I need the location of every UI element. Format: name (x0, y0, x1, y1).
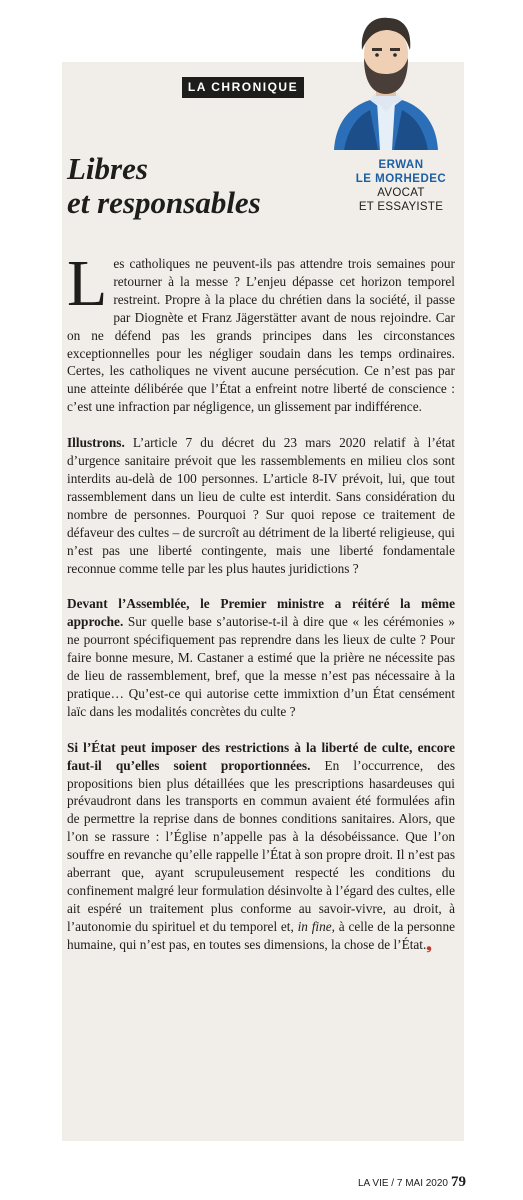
paragraph-4-text-a: En l’occurrence, des propositions bien plus détaillées que les prescriptions hasardeuses qui prévaudront dans les transports en commun avaient été formulées afin de permettre la reprise dans de bonnes conditions sanitaires. Alors, que l’on se rassure : l’Église n’appelle pas à la désobéissance. Que l’on souffre en revanche qu’elle rappelle l’État à son propre droit. Il n’est pas aberrant que, ayant scrupuleusement respecté les conditions du confinement malgré leur formulation désinvolte à l’égard des cultes, elle ait espéré un traitement plus conforme au savoir-vivre, au droit, à l’autonomie du spirituel et du temporel et, (67, 757, 455, 934)
author-name-last: LE MORHEDEC (355, 173, 447, 185)
paragraph-2 (67, 434, 455, 577)
end-mark-icon: ❟ (426, 936, 432, 952)
section-tag: LA CHRONIQUE (182, 77, 304, 98)
paragraph-3 (67, 595, 455, 720)
author-role-line2: ET ESSAYISTE (358, 201, 444, 213)
paragraph-1-text: es catholiques ne peuvent-ils pas attendre trois semaines pour retourner à la messe ? L’enjeu dépasse cet horizon temporel restreint. Propre à la place du chrétien dans la société, il passe par Diognète et Franz Jägerstätter avant de nous rejoindre. Car on ne défend pas les grands principes dans les circonstances exceptionnelles pour les négliger soudain dans les temps ordinaires. Certes, les catholiques ne vivent aucune persécution. Ce n’est pas par une atteinte délibérée que l’État a enfreint notre liberté de conscience : c’est une infraction par négligence, un glissement par indifférence. (67, 256, 455, 415)
issue-info: LA VIE / 7 MAI 2020 (357, 1178, 448, 1189)
title-line-1: Libres (67, 151, 148, 186)
drop-cap: L (67, 247, 108, 320)
paragraph-4 (67, 739, 455, 954)
paragraph-3-lead: Devant l’Assemblée, le Premier ministre a réitéré la même approche. (67, 596, 455, 630)
page-footer (356, 1174, 466, 1191)
author-name-first: ERWAN (378, 159, 424, 171)
paragraph-2-text: L’article 7 du décret du 23 mars 2020 relatif à l’état d’urgence sanitaire prévoit que les rassemblements en milieu clos sont interdits au-delà de 100 personnes. L’article 8-IV prévoit, lui, que tout rassemblement dans un lieu de culte est interdit. Sans considération du nombre de personnes. Pourquoi ? Sur quoi repose ce traitement de défaveur des cultes – de surcroît au détriment de la liberté religieuse, qui n’est pas une liberté contingente, mais une liberté fondamentale reconnue comme telle par les plus hautes juridictions ? (67, 435, 455, 576)
author-portrait-icon (330, 8, 442, 150)
article-title (67, 152, 261, 220)
paragraph-3-text: Sur quelle base s’autorise-t-il à dire que « les cérémonies » ne pourront spécifiquement pas reprendre dans les lieux de culte ? Pour faire bonne mesure, M. Castaner a estimé que la prière ne nécessite pas de lieu de rassemblement, bref, que la messe n’est pas nécessaire à la pratique… Qu’est-ce qui autorise cette immixtion d’un État censément laïc dans les modalités concrètes du culte ? (67, 614, 455, 719)
article-body (67, 247, 455, 954)
author-role-line1: AVOCAT (377, 187, 425, 199)
paragraph-4-text-b: à celle de la personne humaine, qui n’est pas, en toutes ses dimensions, la chose de l’État. (67, 918, 455, 952)
paragraph-1 (67, 247, 455, 416)
paragraph-4-lead: Si l’État peut imposer des restrictions à la liberté de culte, encore faut-il qu’elles soient proportionnées. (67, 739, 455, 773)
author-byline (346, 158, 456, 214)
paragraph-4-italic: in fine, (297, 918, 335, 934)
title-line-2: et responsables (67, 185, 261, 220)
page-number: 79 (451, 1174, 466, 1190)
paragraph-2-lead: Illustrons. (67, 435, 125, 451)
